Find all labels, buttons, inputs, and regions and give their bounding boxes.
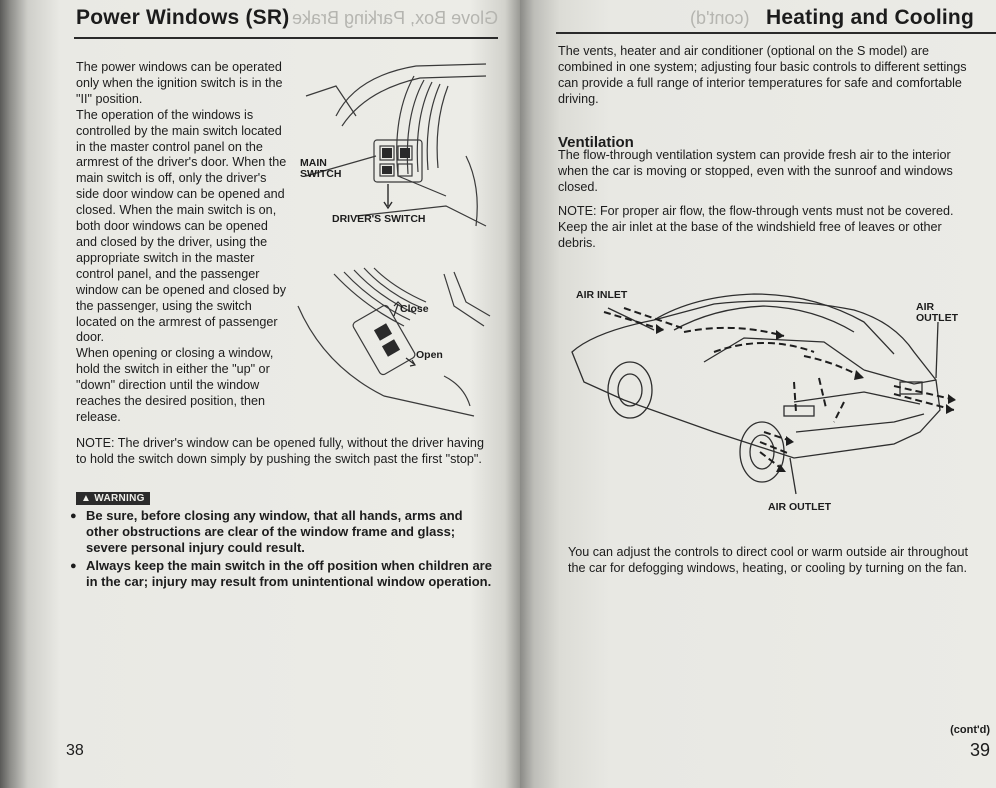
warning-label: WARNING	[94, 493, 145, 504]
paragraph: The power windows can be operated only when the ignition switch is in the "II" position.	[76, 60, 283, 106]
paragraph: The operation of the windows is controlled by the main switch located in the master control panel on the armrest of the driver's door. When the main switch is off, only the driver's side door window can be opened and closed. When the main switch is on, both door windows can be opened and closed by the driver, using the appropriate switch in the master control panel, and the passenger window can be opened and closed by the passenger, using the switch located on the armrest of passenger door.	[76, 107, 287, 345]
air-outlet-label-top: AIR OUTLET	[916, 301, 958, 324]
continued-marker: (cont'd)	[950, 724, 990, 736]
drivers-switch-diagram	[296, 56, 496, 236]
warning-list	[70, 508, 492, 592]
airflow-car-diagram	[564, 282, 964, 502]
body-column	[76, 60, 290, 426]
warning-item: ● Always keep the main switch in the off position when children are in the car; injury may result from unintentional window operation.	[70, 558, 492, 590]
paragraph: When opening or closing a window, hold the switch in either the "up" or "down" direction until the window reaches the desired position, then release.	[76, 346, 274, 424]
note: NOTE: For proper air flow, the flow-through vents must not be covered. Keep the air inlet at the base of the windshield free of leaves or other debris.	[558, 204, 954, 250]
bleed-through-title: (cont'd)	[690, 8, 750, 28]
page-title: Heating and Cooling	[766, 6, 974, 29]
header-rule	[556, 32, 996, 34]
drivers-switch-label: DRIVER'S SWITCH	[332, 213, 426, 225]
open-label: Open	[416, 349, 443, 361]
header-rule	[74, 37, 498, 39]
page-number: 39	[969, 740, 990, 760]
air-inlet-label: AIR INLET	[576, 289, 628, 301]
page-title: Power Windows (SR)	[76, 6, 290, 29]
air-outlet-label-bottom: AIR OUTLET	[768, 501, 831, 513]
passenger-switch-diagram	[294, 266, 494, 426]
right-page	[520, 0, 996, 788]
main-switch-label: MAIN SWITCH	[300, 157, 342, 180]
page-number: 38	[66, 742, 84, 759]
warning-item: ● Be sure, before closing any window, that all hands, arms and other obstructions are clear of the window frame and glass; severe personal injury could result.	[70, 508, 492, 556]
intro-paragraph: The vents, heater and air conditioner (optional on the S model) are combined in one system; adjusting four basic controls to different settings can provide a full range of interior temperatures for safe and comfortable driving.	[558, 44, 967, 106]
closing-paragraph: You can adjust the controls to direct cool or warm outside air throughout the car for defogging windows, heating, or cooling by turning on the fan.	[568, 545, 968, 575]
note: NOTE: The driver's window can be opened fully, without the driver having to hold the switch down simply by pushing the switch past the first "stop".	[76, 436, 484, 466]
warning-badge: ▲ WARNING	[76, 492, 150, 505]
section-title: Ventilation	[558, 134, 634, 151]
close-label: Close	[400, 303, 429, 315]
ventilation-paragraph: The flow-through ventilation system can provide fresh air to the interior when the car is moving or stopped, even with the sunroof and windows closed.	[558, 148, 953, 194]
bleed-through-title: Glove Box, Parking Brake	[292, 8, 499, 28]
